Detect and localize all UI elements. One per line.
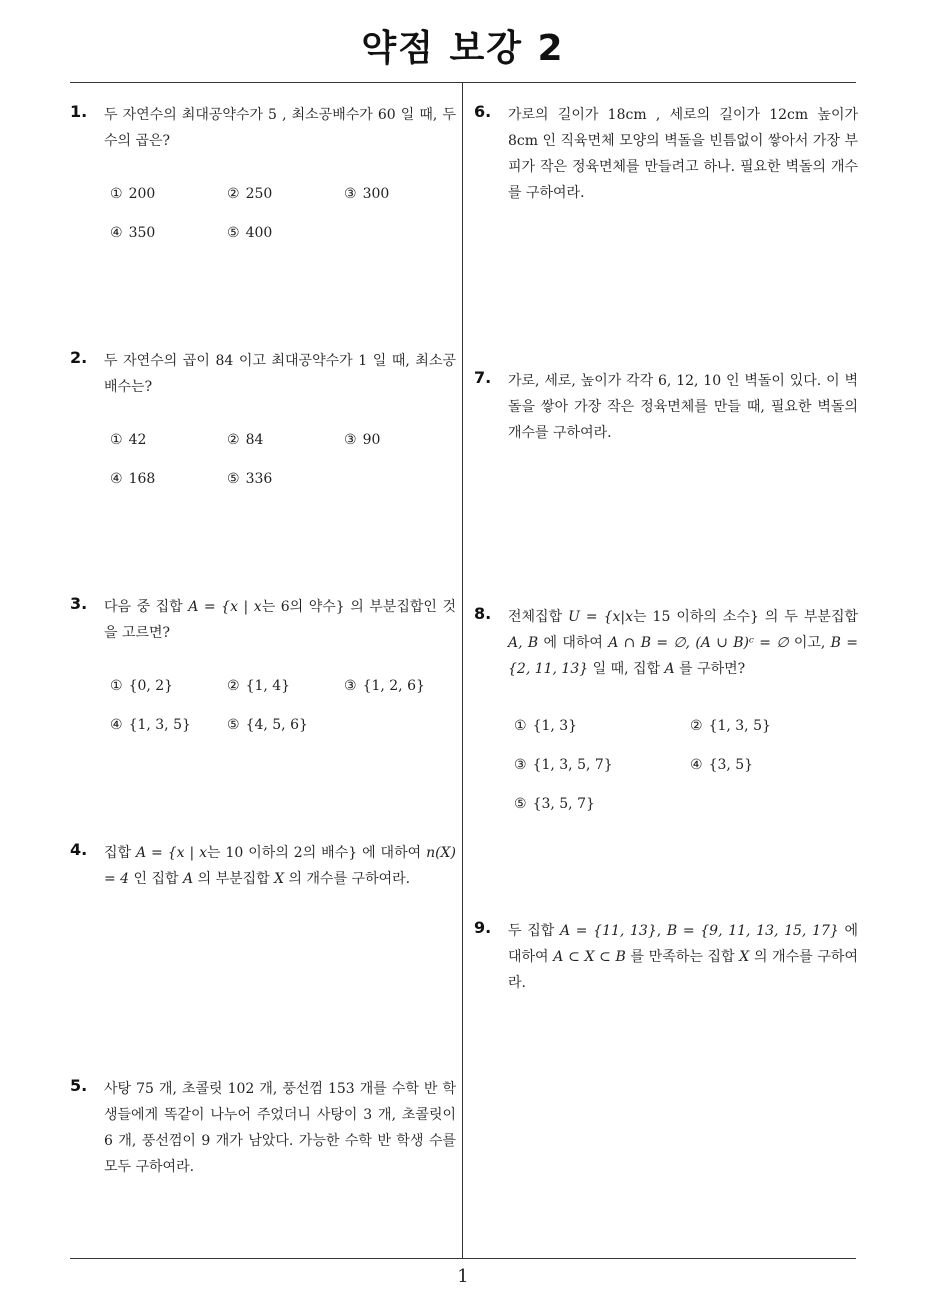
problem-text: 두 집합 A = {11, 13}, B = {9, 11, 13, 15, 17} 에 대하여 A ⊂ X ⊂ B 를 만족하는 집합 X 의 개수를 구하여라. bbox=[508, 923, 859, 991]
choice-5[interactable]: ⑤ {3, 5, 7} bbox=[514, 796, 595, 812]
column-divider bbox=[462, 83, 463, 1258]
choice-3[interactable]: ③ {1, 2, 6} bbox=[344, 678, 425, 694]
problem-number: 2. bbox=[70, 348, 88, 367]
problem-5 bbox=[70, 1076, 456, 1180]
problem-text: 가로의 길이가 18cm , 세로의 길이가 12cm 높이가 8cm 인 직육면체 모양의 벽돌을 빈틈없이 쌓아서 가장 부피가 작은 정육면체를 만들려고 하나. 필요한 벽돌의 개수를 구하여라. bbox=[508, 107, 858, 201]
choice-4[interactable]: ④ 168 bbox=[110, 471, 156, 487]
problem-3 bbox=[70, 594, 456, 754]
problem-text: 사탕 75 개, 초콜릿 102 개, 풍선껌 153 개를 수학 반 학생들에게 똑같이 나누어 주었더니 사탕이 3 개, 초콜릿이 6 개, 풍선껌이 9 개가 남았다. 가능한 수학 반 학생 수를 모두 구하여라. bbox=[104, 1081, 456, 1175]
choice-5[interactable]: ⑤ 400 bbox=[227, 225, 273, 241]
problem-6 bbox=[474, 102, 858, 206]
choice-4[interactable]: ④ {1, 3, 5} bbox=[110, 717, 191, 733]
choice-5[interactable]: ⑤ 336 bbox=[227, 471, 273, 487]
problem-text: 두 자연수의 최대공약수가 5 , 최소공배수가 60 일 때, 두 수의 곱은? bbox=[104, 107, 456, 149]
problem-number: 8. bbox=[474, 604, 492, 623]
problem-4 bbox=[70, 840, 456, 892]
problem-number: 9. bbox=[474, 918, 492, 937]
top-divider bbox=[70, 82, 856, 83]
choice-2[interactable]: ② 250 bbox=[227, 186, 273, 202]
page-number: 1 bbox=[457, 1266, 469, 1287]
problem-text: 다음 중 집합 A = {x | x는 6의 약수} 의 부분집합인 것을 고르면? bbox=[104, 599, 456, 641]
choice-3[interactable]: ③ 90 bbox=[344, 432, 381, 448]
choice-1[interactable]: ① {1, 3} bbox=[514, 718, 578, 734]
choice-1[interactable]: ① {0, 2} bbox=[110, 678, 174, 694]
problem-2 bbox=[70, 348, 456, 508]
choice-4[interactable]: ④ {3, 5} bbox=[690, 757, 754, 773]
problem-1 bbox=[70, 102, 456, 262]
problem-number: 3. bbox=[70, 594, 88, 613]
problem-9 bbox=[474, 918, 858, 996]
bottom-divider bbox=[70, 1258, 856, 1259]
choice-1[interactable]: ① 200 bbox=[110, 186, 156, 202]
choice-3[interactable]: ③ {1, 3, 5, 7} bbox=[514, 757, 613, 773]
problem-text: 집합 A = {x | x는 10 이하의 2의 배수} 에 대하여 n(X) = 4 인 집합 A 의 부분집합 X 의 개수를 구하여라. bbox=[104, 845, 456, 887]
choice-2[interactable]: ② 84 bbox=[227, 432, 264, 448]
problem-number: 6. bbox=[474, 102, 492, 121]
choice-5[interactable]: ⑤ {4, 5, 6} bbox=[227, 717, 308, 733]
choice-2[interactable]: ② {1, 3, 5} bbox=[690, 718, 771, 734]
problem-7 bbox=[474, 368, 858, 446]
problem-number: 7. bbox=[474, 368, 492, 387]
problem-text: 두 자연수의 곱이 84 이고 최대공약수가 1 일 때, 최소공배수는? bbox=[104, 353, 456, 395]
choice-3[interactable]: ③ 300 bbox=[344, 186, 390, 202]
problem-8 bbox=[474, 604, 858, 824]
problem-text: 전체집합 U = {x|x는 15 이하의 소수} 의 두 부분집합 A, B 에 대하여 A ∩ B = ∅, (A ∪ B)ᶜ = ∅ 이고, B = {2, 11, 13} 일 때, 집합 A 를 구하면? bbox=[508, 609, 858, 677]
problem-number: 5. bbox=[70, 1076, 88, 1095]
problem-text: 가로, 세로, 높이가 각각 6, 12, 10 인 벽돌이 있다. 이 벽돌을 쌓아 가장 작은 정육면체를 만들 때, 필요한 벽돌의 개수를 구하여라. bbox=[508, 373, 858, 441]
page-title: 약점 보강 2 bbox=[361, 28, 565, 69]
choice-4[interactable]: ④ 350 bbox=[110, 225, 156, 241]
problem-number: 4. bbox=[70, 840, 88, 859]
problem-number: 1. bbox=[70, 102, 88, 121]
choice-2[interactable]: ② {1, 4} bbox=[227, 678, 291, 694]
choice-1[interactable]: ① 42 bbox=[110, 432, 147, 448]
